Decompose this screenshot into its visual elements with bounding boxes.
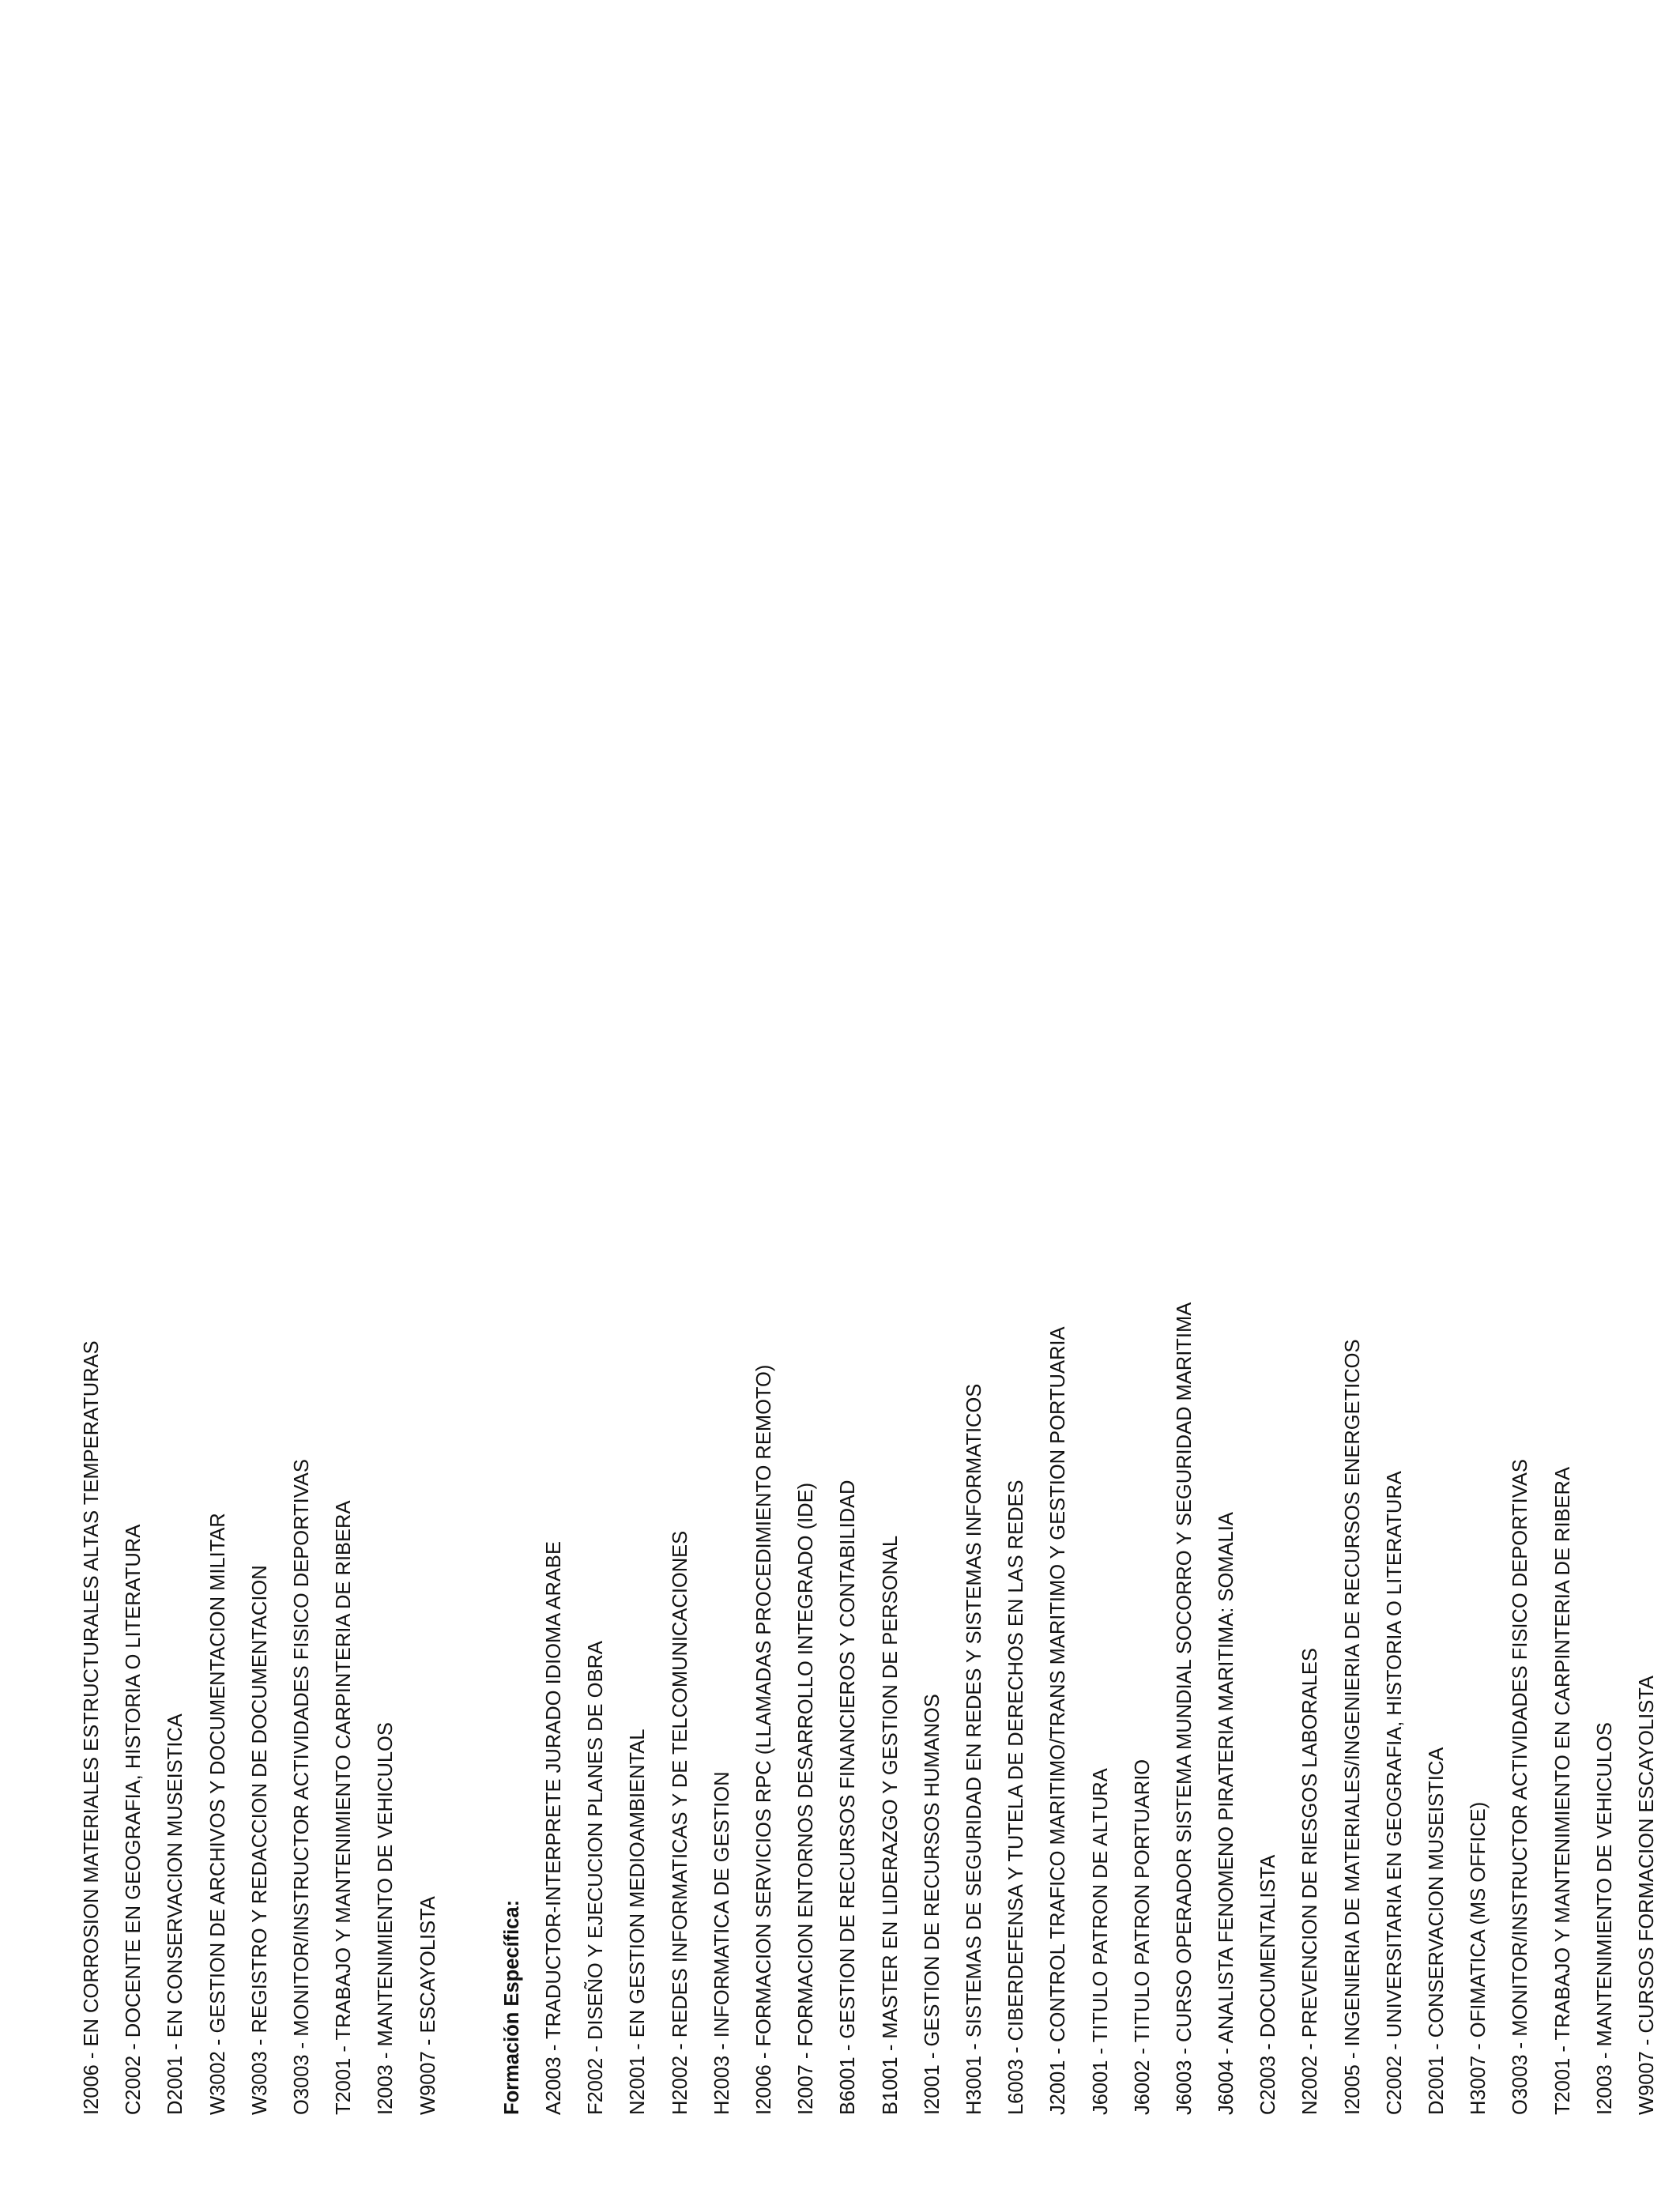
list-item: I2006 - FORMACION SERVICIOS RPC (LLAMADAS PROCEDIMIENTO REMOTO): [753, 1364, 775, 2115]
list-item: T2001 - TRABAJO Y MANTENIMIENTO EN CARPINTERIA DE RIBERA: [1551, 1467, 1574, 2115]
list-item: W9007 - CURSOS FORMACION ESCAYOLISTA: [1635, 1676, 1658, 2115]
list-item: I2005 - INGENIERIA DE MATERIALES/INGENIERIA DE RECURSOS ENERGETICOS: [1341, 1339, 1364, 2115]
list-item: T2001 - TRABAJO Y MANTENIMIENTO CARPINTERIA DE RIBERA: [333, 1500, 356, 2115]
list-item: J6001 - TITULO PATRON DE ALTURA: [1089, 1768, 1112, 2115]
list-item: J2001 - CONTROL TRAFICO MARITIMO/TRANS MARITIMO Y GESTION PORTUARIA: [1047, 1326, 1070, 2115]
list-item: C2002 - DOCENTE EN GEOGRAFIA, HISTORIA O LITERATURA: [122, 1524, 145, 2115]
list-item: I2003 - MANTENIMIENTO DE VEHICULOS: [1593, 1722, 1616, 2115]
list-item: J6003 - CURSO OPERADOR SISTEMA MUNDIAL SOCORRO Y SEGURIDAD MARITIMA: [1173, 1302, 1196, 2115]
list-item: O3003 - MONITOR/INSTRUCTOR ACTIVIDADES FISICO DEPORTIVAS: [1509, 1459, 1532, 2115]
list-item: H2002 - REDES INFORMATICAS Y DE TELCOMUNICACIONES: [669, 1530, 691, 2115]
list-item: F2002 - DISEÑO Y EJECUCION PLANES DE OBRA: [585, 1641, 608, 2115]
list-item: B6001 - GESTION DE RECURSOS FINANCIEROS Y CONTABILIDAD: [837, 1480, 860, 2115]
list-item: H3001 - SISTEMAS DE SEGURIDAD EN REDES Y SISTEMAS INFORMATICOS: [962, 1383, 985, 2115]
list-item: N2001 - EN GESTION MEDIOAMBIENTAL: [627, 1728, 650, 2115]
list-item: I2001 - GESTION DE RECURSOS HUMANOS: [921, 1694, 944, 2115]
list-item: W3002 - GESTION DE ARCHIVOS Y DOCUMENTACION MILITAR: [206, 1513, 229, 2115]
list-item: N2002 - PREVENCION DE RIESGOS LABORALES: [1299, 1648, 1322, 2115]
list-item: C2002 - UNIVERSITARIA EN GEOGRAFIA, HISTORIA O LITERATURA: [1383, 1471, 1406, 2115]
list-item: D2001 - EN CONSERVACION MUSEISTICA: [164, 1713, 187, 2115]
list-item: D2001 - CONSERVACION MUSEISTICA: [1426, 1747, 1448, 2115]
list-item: I2003 - MANTENIMIENTO DE VEHICULOS: [375, 1722, 397, 2115]
list-item: I2007 - FORMACION ENTORNOS DESARROLLO INTEGRADO (IDE): [795, 1482, 818, 2115]
list-item: H3007 - OFIMATICA (MS OFFICE): [1467, 1801, 1490, 2115]
list-item: J6002 - TITULO PATRON PORTUARIO: [1131, 1759, 1154, 2115]
section-one-list: [71, 1167, 450, 2115]
section-two-list: [533, 1167, 1668, 2115]
section-two-heading: Formación Específica:: [500, 1899, 523, 2115]
list-item: H2003 - INFORMATICA DE GESTION: [710, 1771, 733, 2115]
list-item: A2003 - TRADUCTOR-INTERPRETE JURADO IDIOMA ARABE: [543, 1541, 566, 2115]
list-item: C2003 - DOCUMENTALISTA: [1257, 1854, 1280, 2115]
section-gap: [450, 1167, 492, 2115]
list-item: I2006 - EN CORROSION MATERIALES ESTRUCTURALES ALTAS TEMPERATURAS: [81, 1340, 103, 2115]
list-item: O3003 - MONITOR/INSTRUCTOR ACTIVIDADES FISICO DEPORTIVAS: [290, 1459, 313, 2115]
list-item: W3003 - REGISTRO Y REDACCION DE DOCUMENTACION: [248, 1565, 271, 2115]
list-item: L6003 - CIBERDEFENSA Y TUTELA DE DERECHOS EN LAS REDES: [1005, 1480, 1028, 2115]
list-item: W9007 - ESCAYOLISTA: [416, 1896, 439, 2115]
list-item: J6004 - ANALISTA FENOMENO PIRATERIA MARITIMA: SOMALIA: [1215, 1512, 1238, 2115]
list-item: B1001 - MASTER EN LIDERAZGO Y GESTION DE PERSONAL: [879, 1535, 902, 2115]
rotated-content: [71, 1167, 1680, 2115]
